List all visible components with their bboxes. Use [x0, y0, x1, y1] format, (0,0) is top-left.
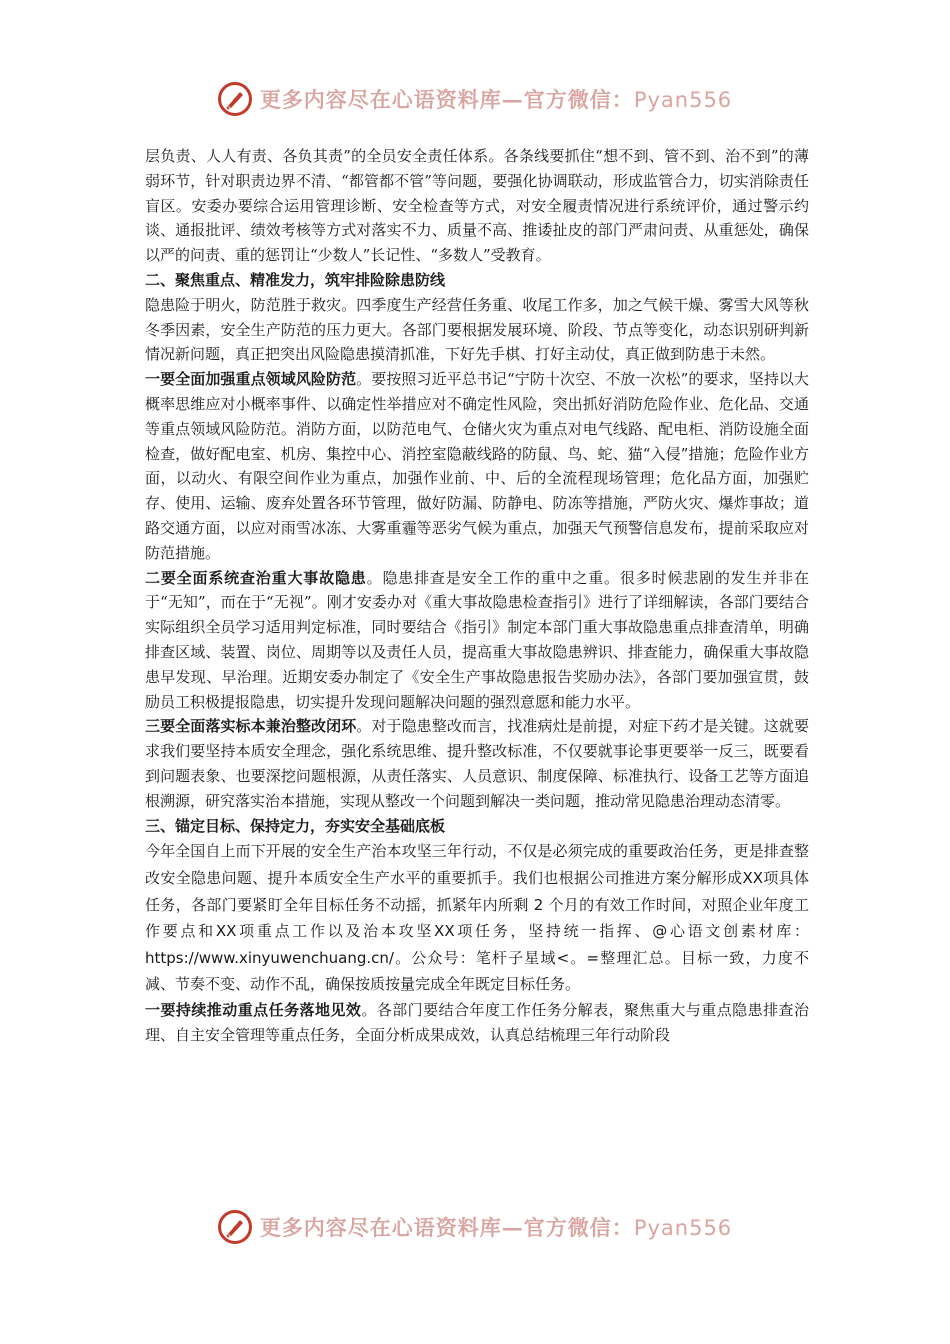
paragraph-lead: 二要全面系统查治重大事故隐患	[145, 568, 367, 587]
section-heading: 二、聚焦重点、精准发力，筑牢排险除患防线	[145, 270, 446, 289]
paragraph-lead: 三要全面落实标本兼治整改闭环	[145, 717, 357, 736]
banner-text: 更多内容尽在心语资料库—官方微信：Pyan556	[259, 87, 733, 112]
paragraph	[145, 367, 809, 565]
section-heading: 三、锚定目标、保持定力，夯实安全基础底板	[145, 816, 446, 835]
paragraph-body: 。隐患排查是安全工作的重中之重。很多时候悲剧的发生并非在于“无知”，而在于“无视”。刚才安委办对《重大事故隐患检查指引》进行了详细解读，各部门要结合实际组织全员学习适用判定标准，同时要结合《指引》制定本部门重大事故隐患重点排查清单，明确排查区域、装置、岗位、周期等以及责任人员，提高重大事故隐患辨识、排查能力，确保重大事故隐患早发现、早治理。近期安委办制定了《安全生产事故隐患报告奖励办法》，各部门要加强宣贯，鼓励员工积极提报隐患，切实提升发现问题解决问题的强烈意愿和能力水平。	[145, 568, 809, 711]
paragraph	[145, 714, 809, 813]
paragraph: 层负责、人人有责、各负其责”的全员安全责任体系。各条线要抓住“想不到、管不到、治不到”的薄弱环节，针对职责边界不清、“都管都不管”等问题，要强化协调联动，形成监管合力，切实消除责任盲区。安委办要综合运用管理诊断、安全检查等方式，对安全履责情况进行系统评价，通过警示约谈、通报批评、绩效考核等方式对落实不力、质量不高、推诿扯皮的部门严肃问责、从重惩处，确保以严的问责、重的惩罚让“少数人”长记性、“多数人”受教育。	[145, 147, 809, 265]
paragraph: 隐患险于明火，防范胜于救灾。四季度生产经营任务重、收尾工作多，加之气候干燥、雾雪大风等秋冬季因素，安全生产防范的压力更大。各部门要根据发展环境、阶段、节点等变化，动态识别研判新情况新问题，真正把突出风险隐患摸清抓准，下好先手棋、打好主动仗，真正做到防患于未然。	[145, 295, 809, 364]
pen-logo-icon	[218, 82, 252, 116]
paragraph	[145, 998, 809, 1048]
banner-text: 更多内容尽在心语资料库—官方微信：Pyan556	[259, 1215, 733, 1240]
paragraph: 今年全国自上而下开展的安全生产治本攻坚三年行动，不仅是必须完成的重要政治任务，更是排查整改安全隐患问题、提升本质安全生产水平的重要抓手。我们也根据公司推进方案分解形成XX项具体任务，各部门要紧盯全年目标任务不动摇，抓紧年内所剩 2 个月的有效工作时间，对照企业年度工作要点和XX项重点工作以及治本攻坚XX项任务，坚持统一指挥、@心语文创素材库：https://www.xinyuwenchuang.cn/。公众号：笔杆子星域<。=整理汇总。目标一致，力度不减、节奏不变、动作不乱，确保按质按量完成全年既定目标任务。	[145, 842, 809, 994]
footer-banner	[0, 1210, 950, 1244]
pen-logo-icon	[218, 1210, 252, 1244]
document-body	[145, 144, 809, 1047]
header-banner	[0, 82, 950, 116]
paragraph-body: 。要按照习近平总书记“宁防十次空、不放一次松”的要求，坚持以大概率思维应对小概率事件、以确定性举措应对不确定性风险，突出抓好消防危险作业、危化品、交通等重点领域风险防范。消防方面，以防范电气、仓储火灾为重点对电气线路、配电柜、消防设施全面检查，做好配电室、机房、集控中心、消控室隐蔽线路的防鼠、鸟、蛇、猫“入侵”措施；危险作业方面，以动火、有限空间作业为重点，加强作业前、中、后的全流程现场管理；危化品方面，加强贮存、使用、运输、废弃处置各环节管理，做好防漏、防静电、防冻等措施，严防火灾、爆炸事故；道路交通方面，以应对雨雪冰冻、大雾重霾等恶劣气候为重点，加强天气预警信息发布，提前采取应对防范措施。	[145, 370, 809, 562]
paragraph-body: 。各部门要结合年度工作任务分解表，聚焦重大与重点隐患排查治理、自主安全管理等重点任务，全面分析成果成效，认真总结梳理三年行动阶段	[145, 1000, 809, 1044]
paragraph-body: 。对于隐患整改而言，找准病灶是前提，对症下药才是关键。这就要求我们要坚持本质安全理念，强化系统思维、提升整改标准，不仅要就事论事更要举一反三，既要看到问题表象、也要深挖问题根源，从责任落实、人员意识、制度保障、标准执行、设备工艺等方面追根溯源，研究落实治本措施，实现从整改一个问题到解决一类问题，推动常见隐患治理动态清零。	[145, 717, 809, 810]
paragraph-lead: 一要全面加强重点领域风险防范	[145, 370, 357, 389]
paragraph-lead: 一要持续推动重点任务落地见效	[145, 1000, 362, 1019]
paragraph	[145, 566, 809, 715]
